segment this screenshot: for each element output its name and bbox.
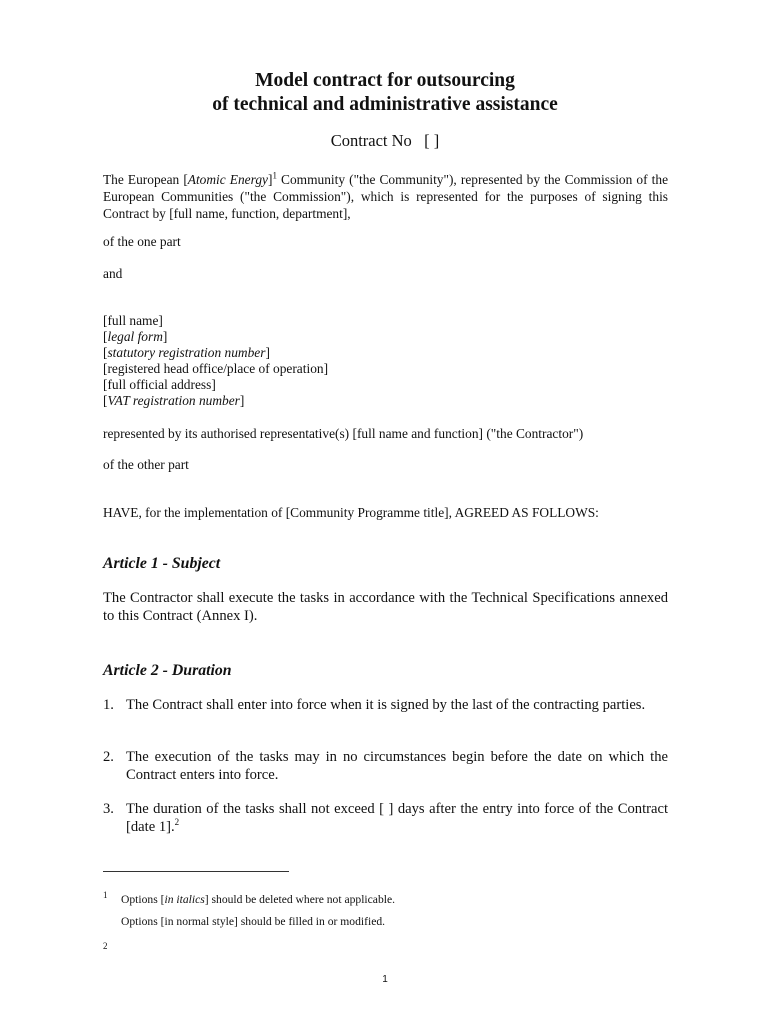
legal-form-italic: legal form	[107, 329, 163, 344]
field-statutory-registration: [statutory registration number]	[103, 345, 270, 360]
field-full-name: [full name]	[103, 313, 163, 328]
field-vat-number: [VAT registration number]	[103, 393, 245, 408]
article-2-item-3	[103, 801, 668, 836]
footnote-ref-2: 2	[174, 816, 180, 827]
item-text: The Contract shall enter into force when it is signed by the last of the contracting parties.	[126, 697, 646, 713]
field-legal-form: [legal form]	[103, 329, 168, 344]
article-2-heading: Article 2 - Duration	[103, 662, 232, 679]
article-1-heading: Article 1 - Subject	[103, 555, 221, 572]
vat-italic: VAT registration number	[107, 393, 240, 408]
of-the-other-part: of the other part	[103, 457, 189, 472]
item-text	[126, 801, 668, 836]
article-1-text: The Contractor shall execute the tasks in accordance with the Technical Specifications annexed to this Contract (Annex I).	[103, 590, 668, 624]
item-number: 3.	[103, 801, 114, 817]
parties-intro	[103, 171, 668, 222]
footnote-ref-1: 1	[272, 170, 277, 181]
footnote-1-line-2: Options [in normal style] should be filled in or modified.	[121, 915, 386, 928]
field-head-office: [registered head office/place of operation]	[103, 361, 329, 376]
document-title-line-1: Model contract for outsourcing	[255, 70, 515, 91]
contract-number-placeholder: [ ]	[424, 131, 440, 150]
intro-text-rest: Community ("the Community"), represented by the Commission of the European Communities ("the Commission"), which is represented for the purposes of signing this Contract by [full name, function, department],	[103, 172, 669, 221]
document-title-line-2: of technical and administrative assistance	[212, 94, 558, 115]
intro-italic: Atomic Energy	[187, 172, 268, 187]
footnote-1-mark: 1	[103, 890, 108, 900]
contract-number	[0, 131, 770, 151]
item-text: The execution of the tasks may in no circumstances begin before the date on which the Contract enters into force.	[126, 749, 668, 783]
page-number: 1	[382, 974, 388, 985]
fn1-post: ] should be deleted where not applicable.	[204, 893, 396, 906]
item-3-text: The duration of the tasks shall not exceed [ ] days after the entry into force of the Contract [date 1].	[126, 801, 668, 835]
article-2-item-2	[103, 749, 668, 784]
item-number: 2.	[103, 749, 114, 765]
intro-text-pre: The European [	[103, 172, 188, 187]
field-official-address: [full official address]	[103, 377, 216, 392]
article-2-item-1	[103, 697, 668, 715]
represented-by: represented by its authorised representative(s) [full name and function] ("the Contractor")	[103, 426, 584, 441]
agreed-as-follows: HAVE, for the implementation of [Community Programme title], AGREED AS FOLLOWS:	[103, 505, 599, 520]
contract-number-label: Contract No	[330, 131, 412, 150]
fn1-pre: Options [	[121, 893, 165, 906]
footnote-1-line-1	[121, 893, 395, 907]
statutory-italic: statutory registration number	[107, 345, 266, 360]
footnote-separator	[103, 871, 289, 872]
item-number: 1.	[103, 697, 114, 713]
fn1-italic: in italics	[164, 893, 205, 906]
and-text: and	[103, 266, 123, 281]
intro-bracket: ]	[267, 172, 273, 187]
of-the-one-part: of the one part	[103, 234, 181, 249]
footnote-2-mark: 2	[103, 941, 108, 951]
